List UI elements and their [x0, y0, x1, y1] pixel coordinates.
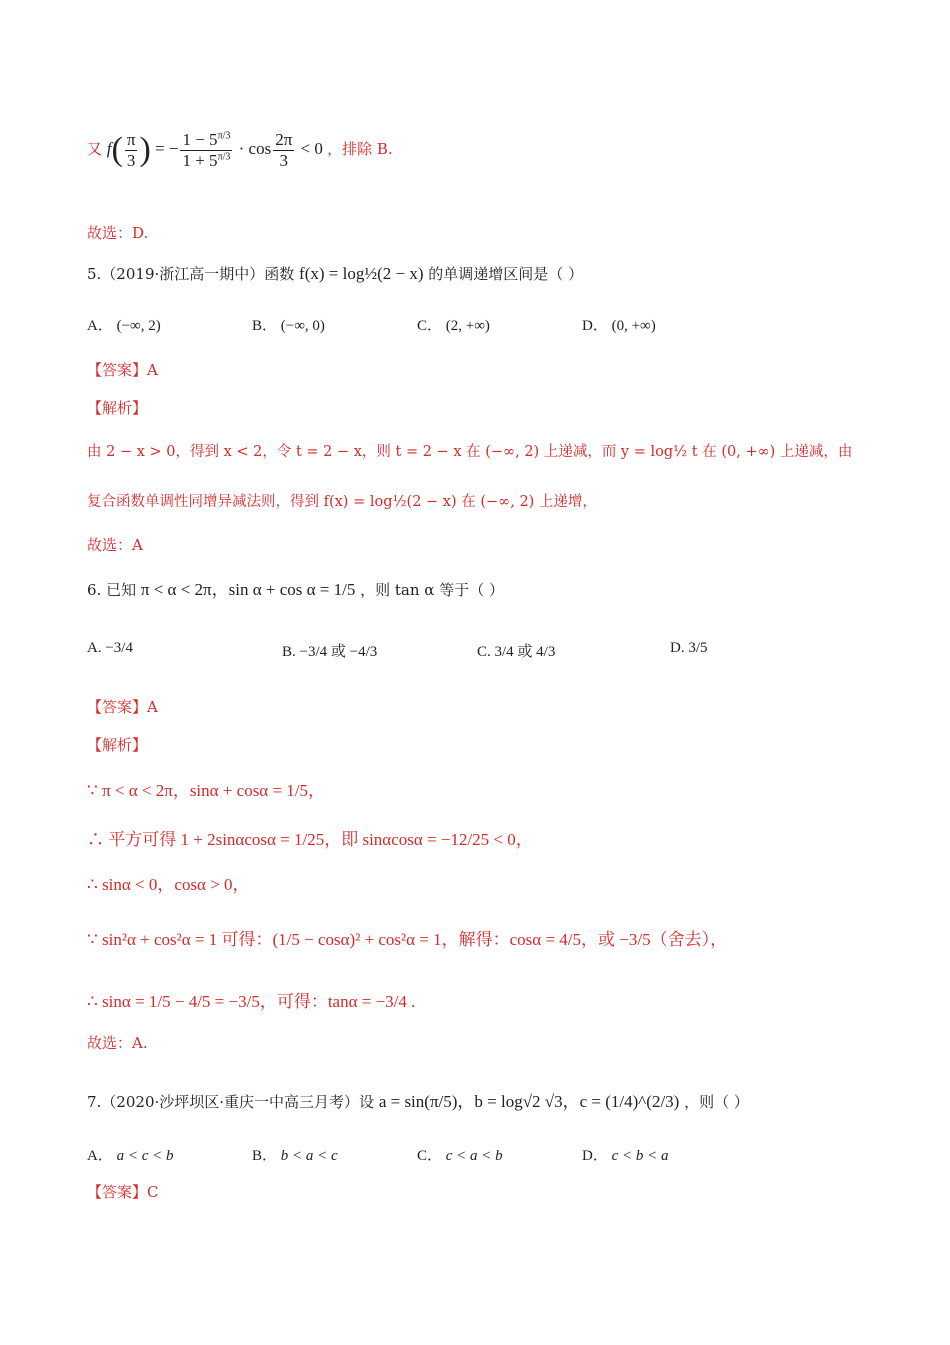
- q6-step-4: ∵ sin²α + cos²α = 1 可得：(1/5 − cosα)² + cos²α = 1，解得：cosα = 4/5，或 −3/5（舍去），: [87, 930, 728, 949]
- q6-step-2: ∴ 平方可得 1 + 2sinαcosα = 1/25，即 sinαcosα = −12/25 < 0，: [87, 830, 533, 849]
- top-line: [87, 130, 393, 170]
- q5-conclusion: 故选：A: [87, 536, 143, 554]
- q7-option-b: B． b < a < c: [252, 1148, 338, 1164]
- top-line-suffix: ，排除 B.: [327, 139, 393, 158]
- q5-stem-suffix: 的单调递增区间是（ ）: [428, 265, 584, 283]
- q5-analysis-line1: 由 2 − x > 0，得到 x < 2，令 t = 2 − x，则 t = 2 − x 在 (−∞, 2) 上递减，而 y = log½ t 在 (0, +∞) 上递减，由: [87, 444, 853, 460]
- q6-stem-prefix: 6. 已知: [87, 581, 137, 599]
- q5-analysis-title: 【解析】: [87, 399, 148, 417]
- q7-stem-prefix: 7.（2020·沙坪坝区·重庆一中高三月考）设: [87, 1093, 375, 1111]
- q5-stem-expr: f(x) = log½(2 − x): [299, 264, 424, 283]
- q7-answer: 【答案】C: [87, 1183, 159, 1201]
- q6-option-a: A. −3/4: [87, 640, 133, 656]
- q6-option-d: D. 3/5: [670, 640, 708, 656]
- q6-option-b: B. −3/4 或 −4/3: [282, 644, 378, 660]
- top-line-prefix: 又: [87, 139, 103, 158]
- q5-option-d: D． (0, +∞): [582, 318, 656, 334]
- q6-option-c: C. 3/4 或 4/3: [477, 644, 556, 660]
- q5-stem: [87, 263, 583, 284]
- q6-conclusion: 故选：A.: [87, 1034, 148, 1052]
- q7-option-c: C． c < a < b: [417, 1148, 503, 1164]
- q7-stem-suffix: ，则（ ）: [684, 1093, 749, 1111]
- q7-stem-expr: a = sin(π/5)，b = log√2 √3，c = (1/4)^(2/3): [378, 1092, 680, 1111]
- q6-stem-suffix: ，则 tan α 等于（ ）: [360, 581, 504, 599]
- q5-option-a: A． (−∞, 2): [87, 318, 161, 334]
- q6-stem-cond: π < α < 2π，sin α + cos α = 1/5: [140, 580, 356, 599]
- q5-option-c: C． (2, +∞): [417, 318, 490, 334]
- q7-stem: [87, 1087, 749, 1112]
- q6-step-5: ∴ sinα = 1/5 − 4/5 = −3/5，可得：tanα = −3/4 .: [87, 992, 416, 1011]
- q5-stem-prefix: 5.（2019·浙江高一期中）函数: [87, 265, 295, 283]
- q7-option-a: A． a < c < b: [87, 1148, 174, 1164]
- top-line-expr: f( $\frac{\pi}{3}$ ) = − $\frac{1 - 5^{\pi/3}}{1 + 5^{\pi/3}}$ · cos $\frac{2\pi}{3}$ < 0: [106, 130, 328, 170]
- q4-conclusion: 故选：D.: [87, 224, 149, 242]
- q5-option-b: B． (−∞, 0): [252, 318, 325, 334]
- q6-step-1: ∵ π < α < 2π，sinα + cosα = 1/5，: [87, 781, 326, 800]
- q6-analysis-title: 【解析】: [87, 736, 148, 754]
- q6-step-3: ∴ sinα < 0，cosα > 0，: [87, 875, 250, 894]
- q5-answer: 【答案】A: [87, 361, 158, 379]
- q6-stem: [87, 575, 504, 600]
- q7-option-d: D． c < b < a: [582, 1148, 669, 1164]
- q5-analysis-line2: 复合函数单调性同增异减法则，得到 f(x) = log½(2 − x) 在 (−∞, 2) 上递增，: [87, 494, 597, 510]
- q6-answer: 【答案】A: [87, 698, 158, 716]
